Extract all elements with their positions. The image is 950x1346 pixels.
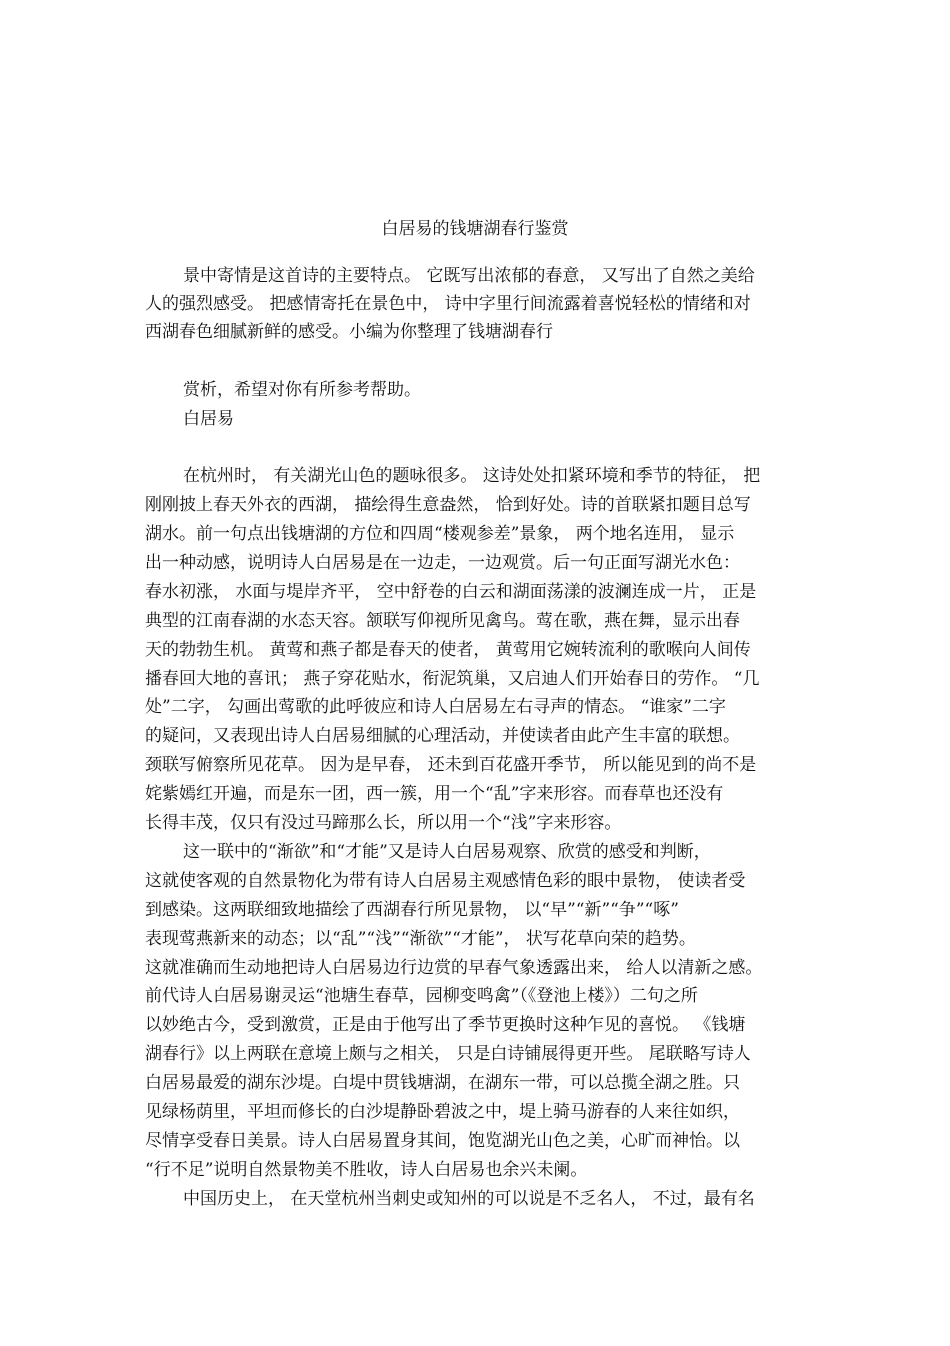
para3-line-11: 尽情享受春日美景。诗人白居易置身其间，饱览湖光山色之美，心旷而神怡。以: [145, 1131, 740, 1151]
body-line-3: 湖水。前一句点出钱塘湖的方位和四周“楼观参差”景象， 两个地名连用， 显示: [145, 524, 735, 544]
para3-line-2: 这就使客观的自然景物化为带有诗人白居易主观感情色彩的眼中景物， 使读者受: [145, 871, 746, 891]
para3-line-1: 这一联中的“渐欲”和“才能”又是诗人白居易观察、欣赏的感受和判断，: [183, 842, 711, 862]
intro-tail: 赏析，希望对你有所参考帮助。: [183, 380, 421, 400]
body-line-5: 春水初涨， 水面与堤岸齐平， 空中舒卷的白云和湖面荡漾的波澜连成一片， 正是: [145, 582, 757, 602]
body-line-8: 播春回大地的喜讯； 燕子穿花贴水，衔泥筑巢，又启迪人们开始春日的劳作。 “几: [145, 669, 760, 689]
body-line-9: 处”二字， 勾画出莺歌的此呼彼应和诗人白居易左右寻声的情态。 “谁家”二字: [145, 697, 726, 717]
body-line-2: 刚刚披上春天外衣的西湖， 描绘得生意盎然， 恰到好处。诗的首联紧扣题目总写: [145, 495, 751, 515]
body-line-11: 颈联写俯察所见花草。 因为是早春， 还未到百花盛开季节， 所以能见到的尚不是: [145, 755, 757, 775]
body-line-6: 典型的江南春湖的水态天容。颔联写仰视所见禽鸟。莺在歌，燕在舞，显示出春: [145, 611, 740, 631]
intro-line-2: 人的强烈感受。 把感情寄托在景色中， 诗中字里行间流露着喜悦轻松的情绪和对: [145, 294, 751, 314]
para3-line-10: 见绿杨荫里，平坦而修长的白沙堤静卧碧波之中，堤上骑马游春的人来往如织，: [145, 1102, 740, 1122]
para3-line-6: 前代诗人白居易谢灵运“池塘生春草，园柳变鸣禽”（《登池上楼》）二句之所: [145, 986, 698, 1006]
body-line-7: 天的勃勃生机。 黄莺和燕子都是春天的使者， 黄莺用它婉转流利的歌喉向人间传: [145, 640, 751, 660]
para3-line-3: 到感染。这两联细致地描绘了西湖春行所见景物， 以“早”“新”“争”“啄”: [145, 900, 679, 920]
para3-line-12: “行不足”说明自然景物美不胜收，诗人白居易也余兴未阑。: [145, 1160, 588, 1180]
para4-line-1: 中国历史上， 在天堂杭州当刺史或知州的可以说是不乏名人， 不过，最有名: [183, 1189, 755, 1209]
body-line-10: 的疑问，又表现出诗人白居易细腻的心理活动，并使读者由此产生丰富的联想。: [145, 726, 740, 746]
para3-line-5: 这就准确而生动地把诗人白居易边行边赏的早春气象透露出来， 给人以清新之感。: [145, 958, 763, 978]
intro-line-1: 景中寄情是这首诗的主要特点。 它既写出浓郁的春意， 又写出了自然之美给: [183, 266, 755, 286]
body-line-1: 在杭州时， 有关湖光山色的题咏很多。 这诗处处扣紧环境和季节的特征， 把: [183, 466, 761, 486]
para3-line-8: 湖春行》以上两联在意境上颇与之相关， 只是白诗铺展得更开些。 尾联略写诗人: [145, 1044, 751, 1064]
body-line-12: 姹紫嫣红开遍，而是东一团，西一簇，用一个“乱”字来形容。而春草也还没有: [145, 784, 724, 804]
body-line-13: 长得丰茂，仅只有没过马蹄那么长，所以用一个“浅”字来形容。: [145, 813, 622, 833]
page-title: 白居易的钱塘湖春行鉴赏: [381, 219, 569, 239]
para3-line-7: 以妙绝古今，受到激赏，正是由于他写出了季节更换时这种乍见的喜悦。 《钱塘: [145, 1015, 746, 1035]
intro-line-3: 西湖春色细腻新鲜的感受。小编为你整理了钱塘湖春行: [145, 322, 553, 342]
author-name: 白居易: [183, 409, 234, 429]
body-line-4: 出一种动感，说明诗人白居易是在一边走，一边观赏。后一句正面写湖光水色：: [145, 553, 740, 573]
para3-line-4: 表现莺燕新来的动态；以“乱”“浅”“渐欲”“才能”， 状写花草向荣的趋势。: [145, 929, 696, 949]
para3-line-9: 白居易最爱的湖东沙堤。白堤中贯钱塘湖，在湖东一带，可以总揽全湖之胜。只: [145, 1073, 740, 1093]
